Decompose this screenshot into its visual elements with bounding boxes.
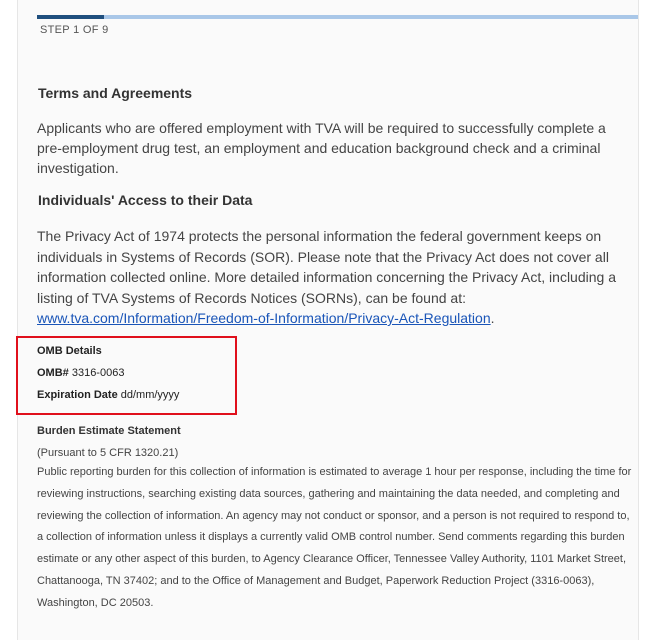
privacy-act-paragraph — [37, 226, 637, 329]
privacy-act-text: The Privacy Act of 1974 protects the personal information the federal government keeps on individuals in Systems of Records (SOR). Please note that the Privacy Act does not cover all information collected online. More detailed information concerning the Privacy Act, including a listing of TVA Systems of Records Notices (SORNs), can be found at: — [37, 228, 616, 306]
privacy-act-trailing: . — [490, 310, 495, 326]
burden-statement-body: Public reporting burden for this collection of information is estimated to average 1 hour per response, including the time for reviewing instructions, searching existing data sources, gathering and maintaining the data needed, and completing and reviewing the collection of information. An agency may not conduct or sponsor, and a person is not required to respond to, a collection of information unless it displays a currently valid OMB control number. Send comments regarding this burden estimate or any other aspect of this burden, to Agency Clearance Officer, Tennessee Valley Authority, 1101 Market Street, Chattanooga, TN 37402; and to the Office of Management and Budget, Paperwork Reduction Project (3316-0063), Washington, DC 20503. — [37, 466, 632, 609]
data-access-heading: Individuals' Access to their Data — [38, 192, 253, 208]
omb-expiration-label: Expiration Date — [37, 389, 118, 401]
burden-statement-citation: (Pursuant to 5 CFR 1320.21) — [37, 447, 179, 459]
terms-heading: Terms and Agreements — [38, 85, 193, 101]
omb-number-value: 3316-0063 — [68, 367, 125, 379]
omb-expiration-value: dd/mm/yyyy — [117, 389, 180, 401]
burden-statement-title: Burden Estimate Statement — [37, 425, 181, 437]
privacy-act-link[interactable]: www.tva.com/Information/Freedom-of-Information/Privacy-Act-Regulation — [37, 310, 491, 326]
progress-fill — [37, 15, 104, 19]
omb-details-title: OMB Details — [37, 345, 102, 357]
omb-number-label: OMB# — [37, 367, 69, 379]
terms-paragraph: Applicants who are offered employment with TVA will be required to successfully complete a pre-employment drug test, an employment and education background check and a criminal investigation. — [37, 120, 606, 176]
progress-bar — [37, 15, 638, 19]
omb-expiration — [37, 389, 179, 401]
omb-number — [37, 367, 124, 379]
step-indicator: STEP 1 OF 9 — [40, 24, 109, 36]
